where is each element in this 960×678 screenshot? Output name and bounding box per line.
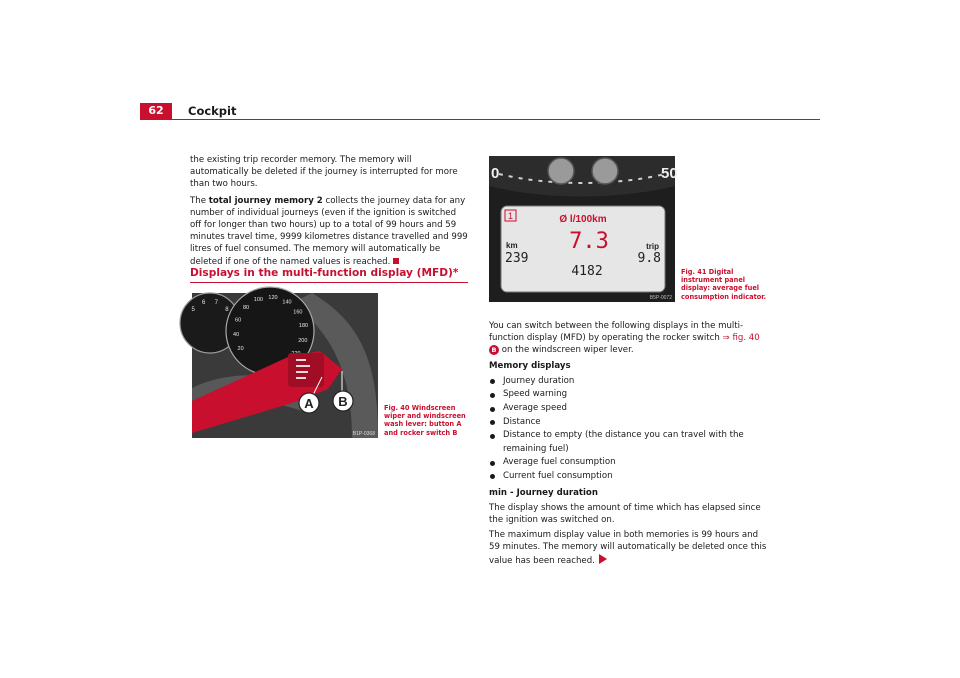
list-item: Speed warning	[489, 388, 769, 402]
gauge-tick-label: 7	[214, 299, 218, 306]
page-number: 62	[148, 104, 164, 117]
scale-left: 0	[491, 165, 500, 182]
trip-label: trip	[646, 242, 659, 251]
gauge-tick-label: 20	[237, 346, 244, 352]
scale-right: 50	[661, 165, 678, 182]
gauge-tick-label: 120	[268, 295, 278, 302]
list-item: Distance	[489, 416, 769, 430]
paragraph-total-memory	[190, 195, 468, 268]
section-heading: Displays in the multi-function display (MFD)*	[190, 267, 468, 283]
label-b: B	[338, 394, 348, 409]
list-item: Journey duration	[489, 375, 769, 389]
journey-duration-paragraph: The display shows the amount of time which has elapsed since the ignition was switched on.	[489, 502, 761, 525]
intro-paragraph	[489, 320, 769, 357]
odometer-value: 4182	[571, 264, 603, 279]
memory-displays-heading: Memory displays	[489, 360, 571, 371]
wiper-lever-illustration	[192, 293, 378, 438]
gauge-tick-label: 200	[298, 337, 308, 344]
text-prefix: The	[190, 195, 209, 206]
text-rest: collects the journey data for any number of individual journeys (even if the ignition is switched off for longer than two hours) up to a total of 99 hours and 59 minutes travel time, 9999 kilometres distance travelled and 999 litres of fuel consumed. The memory will automatically be deleted if one of the named values is reached.	[190, 195, 468, 267]
main-value: 7.3	[569, 229, 609, 254]
list-item: Distance to empty (the distance you can travel with the remaining fuel)	[489, 429, 769, 456]
gauge-tick-label: 100	[253, 297, 263, 304]
km-label: km	[506, 241, 518, 250]
gauge-tick-label: 6	[202, 299, 206, 306]
memory-displays-list	[489, 375, 769, 484]
end-of-section-icon	[393, 258, 399, 264]
figure-40-image	[192, 293, 378, 438]
list-item: Average fuel consumption	[489, 456, 769, 470]
button-b-icon: B	[489, 345, 499, 355]
bold-term: total journey memory 2	[208, 195, 323, 206]
continue-arrow-icon	[599, 554, 607, 564]
gauge-tick-label: 8	[225, 306, 229, 313]
gauge-tick-label: 140	[282, 299, 292, 306]
memory-number: 1	[507, 211, 514, 221]
max-display-text: The maximum display value in both memories is 99 hours and 59 minutes. The memory will automatically be deleted once this value has been reached.	[489, 530, 767, 566]
gauge-tick-label: 80	[242, 305, 250, 311]
figure-code: B1P-0368	[352, 431, 375, 437]
intro-prefix: You can switch between the following displays in the multi-function display (MFD) by operating the rocker switch	[489, 321, 744, 344]
gauge-tick-label: 60	[235, 317, 242, 324]
list-item: Average speed	[489, 402, 769, 416]
figure-40-link[interactable]: ⇒ fig. 40	[722, 333, 760, 344]
intro-suffix: on the windscreen wiper lever.	[499, 345, 634, 356]
gauge-tick-label: 40	[233, 332, 240, 338]
list-item: Current fuel consumption	[489, 470, 769, 484]
section-title: Cockpit	[188, 104, 237, 118]
paragraph-trip-memory: the existing trip recorder memory. The memory will automatically be deleted if the journey is interrupted for more than two hours.	[190, 155, 458, 190]
trip-value: 9.8	[637, 251, 661, 266]
label-a: A	[304, 396, 314, 411]
figure-41-image	[489, 156, 678, 302]
header-rule	[140, 119, 820, 120]
journey-duration-heading: min - Journey duration	[489, 487, 598, 498]
figure-code: B5P-0072	[649, 295, 672, 301]
left-column-text	[190, 154, 468, 272]
unit-label: Ø l/100km	[559, 214, 607, 225]
figure-40-caption: Fig. 40 Windscreen wiper and windscreen wash lever: button A and rocker switch B	[384, 404, 466, 437]
figure-41-caption: Fig. 41 Digital instrument panel display: average fuel consumption indicator.	[681, 268, 767, 301]
gauge-tick-label: 160	[293, 309, 303, 316]
fuel-consumption-display-illustration	[489, 156, 678, 302]
max-display-paragraph	[489, 529, 769, 567]
gauge-tick-label: 5	[191, 306, 195, 313]
gauge-tick-label: 180	[298, 323, 309, 330]
right-column-text	[489, 320, 769, 570]
km-value: 239	[505, 251, 529, 266]
